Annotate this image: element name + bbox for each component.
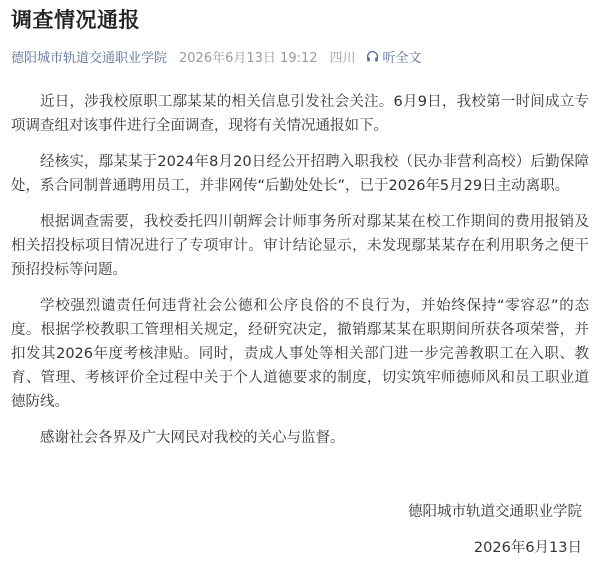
paragraph: 经核实，鄢某某于2024年8月20日经公开招聘入职我校（民办非营利高校）后勤保障处，系合同制普通聘用员工，并非网传“后勤处处长”，已于2026年5月29日主动离职。 (11, 154, 589, 194)
paragraph: 根据调查需要，我校委托四川朝辉会计师事务所对鄢某某在校工作期间的费用报销及相关招投标项目情况进行了专项审计。审计结论显示，未发现鄢某某存在利用职务之便干预招投标等问题。 (11, 214, 589, 278)
signature-org: 德阳城市轨道交通职业学院 (408, 504, 582, 520)
paragraph: 近日，涉我校原职工鄢某某的相关信息引发社会关注。6月9日，我校第一时间成立专项调查组对该事件进行全面调查，现将有关情况通报如下。 (11, 94, 589, 134)
listen-label: 听全文 (382, 51, 422, 66)
article-body (11, 90, 589, 462)
paragraph: 感谢社会各界及广大网民对我校的关心与监督。 (40, 430, 345, 446)
publish-region: 四川 (329, 51, 356, 66)
headphones-icon (366, 50, 379, 63)
signature-block (408, 500, 582, 572)
paragraph: 学校强烈谴责任何违背社会公德和公序良俗的不良行为，并始终保持“零容忍”的态度。根据学校教职工管理相关规定，经研究决定，撤销鄢某某在职期间所获各项荣誉，并扣发其2026年度考核津贴。同时，责成人事处等相关部门进一步完善教职工在入职、教育、管理、考核评价全过程中关于个人道德要求的制度，切实筑牢师德师风和员工职业道德防线。 (11, 298, 589, 410)
listen-full-text-button[interactable] (366, 47, 422, 66)
source-account-link[interactable]: 德阳城市轨道交通职业学院 (11, 51, 168, 66)
publish-datetime: 2026年6月13日 19:12 (179, 51, 318, 66)
article-title: 调查情况通报 (11, 8, 140, 32)
article-meta (11, 47, 422, 66)
signature-date: 2026年6月13日 (473, 540, 582, 556)
